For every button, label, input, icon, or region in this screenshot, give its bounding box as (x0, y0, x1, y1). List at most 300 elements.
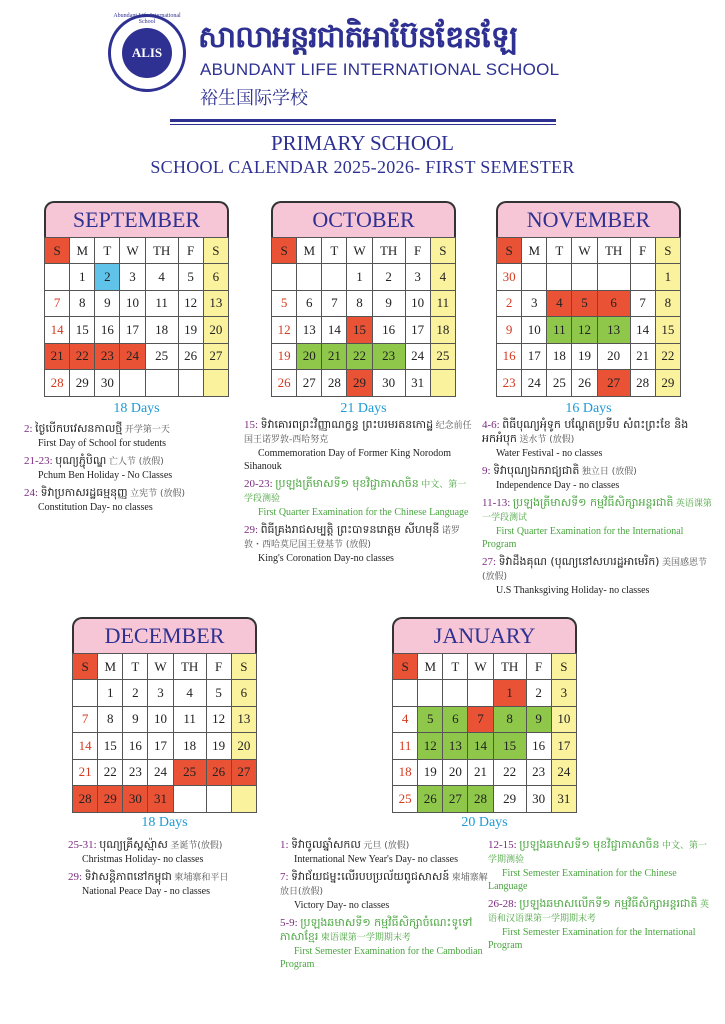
event-chinese: 柬语课第一学期期末考 (320, 933, 411, 943)
day-cell: 4 (430, 264, 455, 291)
day-cell: 24 (148, 759, 173, 786)
logo-text: ALIS (122, 28, 172, 78)
weekday-header: T (123, 654, 148, 680)
week-row (45, 343, 229, 370)
day-cell: 24 (120, 343, 145, 370)
week-row (272, 317, 456, 344)
weekday-header: W (468, 654, 493, 680)
week-row (45, 290, 229, 317)
day-cell: 13 (203, 290, 228, 317)
day-cell: 27 (297, 370, 322, 397)
event-khmer: ទិវាប្រកាសរដ្ឋធម្មនុញ្ញ (40, 486, 128, 499)
day-cell: 31 (551, 786, 576, 813)
week-row (45, 317, 229, 344)
weekday-header: M (70, 238, 95, 264)
day-cell: 9 (123, 706, 148, 733)
event-date: 9: (482, 465, 491, 477)
day-cell: 23 (372, 343, 405, 370)
day-cell: 28 (468, 786, 493, 813)
day-cell: 6 (297, 290, 322, 317)
event-chinese: 圣诞节(放假) (170, 841, 223, 851)
day-cell: 2 (372, 264, 405, 291)
week-row (45, 370, 229, 397)
day-cell: 2 (526, 680, 551, 707)
event-item (244, 418, 474, 473)
day-cell: 29 (98, 786, 123, 813)
day-cell: 8 (347, 290, 372, 317)
weekday-header: F (630, 238, 655, 264)
week-row (272, 264, 456, 291)
oct-month-title: OCTOBER (271, 201, 456, 237)
day-cell: 5 (572, 290, 597, 317)
week-row (393, 759, 577, 786)
day-cell: 19 (272, 343, 297, 370)
week-row (73, 680, 257, 707)
event-english: Pchum Ben Holiday - No Classes (38, 470, 173, 481)
day-cell (522, 264, 547, 291)
day-cell: 3 (405, 264, 430, 291)
event-date: 7: (280, 871, 289, 883)
nov-calendar (496, 201, 681, 397)
weekday-header: T (322, 238, 347, 264)
day-cell: 12 (272, 317, 297, 344)
week-row (497, 264, 681, 291)
day-cell: 26 (178, 343, 203, 370)
weekday-header: F (206, 654, 231, 680)
day-cell: 14 (630, 317, 655, 344)
weekday-header: S (393, 654, 418, 680)
day-cell: 17 (551, 733, 576, 760)
day-cell: 16 (372, 317, 405, 344)
weekday-header: S (272, 238, 297, 264)
day-cell: 29 (493, 786, 526, 813)
event-item (24, 422, 244, 450)
oct-calendar (271, 201, 456, 397)
event-english: International New Year's Day- no classes (294, 854, 458, 865)
event-item (280, 916, 490, 971)
day-cell: 24 (405, 343, 430, 370)
day-cell: 6 (597, 290, 630, 317)
event-khmer: ប្រឡងឆមាសទី១ មុខវិជ្ជាភាសាចិន (519, 838, 660, 851)
header-rule (170, 119, 556, 122)
day-cell: 16 (95, 317, 120, 344)
day-cell (630, 264, 655, 291)
day-cell: 18 (547, 343, 572, 370)
week-row (73, 786, 257, 813)
weekday-header: W (572, 238, 597, 264)
jan-calendar (392, 617, 577, 813)
event-khmer: ថ្ងៃបើកបវេសនកាលថ្មី (35, 422, 123, 435)
day-cell: 9 (526, 706, 551, 733)
event-date: 1: (280, 839, 289, 851)
event-chinese: 开学第一天 (124, 425, 170, 435)
week-row (393, 733, 577, 760)
week-row (497, 370, 681, 397)
day-cell: 20 (597, 343, 630, 370)
event-item (488, 838, 712, 893)
event-date: 5-9: (280, 917, 298, 929)
event-khmer: ទិវាគោរពព្រះវិញ្ញាណក្ខន្ធ ព្រះបរមរតនកោដ្ឋ (260, 418, 434, 431)
day-cell: 1 (98, 680, 123, 707)
event-chinese: 亡人节 (放假) (108, 457, 164, 467)
day-cell: 23 (95, 343, 120, 370)
day-cell: 10 (148, 706, 173, 733)
day-cell: 19 (178, 317, 203, 344)
event-english: First Quarter Examination for the Chinese Language (258, 507, 469, 518)
weekday-header: S (203, 238, 228, 264)
event-item (482, 418, 714, 460)
day-cell: 20 (443, 759, 468, 786)
header-rule-thin (170, 124, 556, 125)
event-english: First Semester Examination for the Chinese Language (488, 868, 677, 892)
day-cell: 1 (347, 264, 372, 291)
page-subtitle: SCHOOL CALENDAR 2025-2026- FIRST SEMESTER (150, 157, 575, 177)
day-cell: 16 (123, 733, 148, 760)
event-date: 25-31: (68, 839, 97, 851)
day-cell: 4 (173, 680, 206, 707)
week-row (393, 680, 577, 707)
day-cell: 6 (231, 680, 256, 707)
day-cell: 13 (297, 317, 322, 344)
sep-grid (44, 237, 229, 397)
day-cell: 25 (173, 759, 206, 786)
week-row (272, 290, 456, 317)
school-name-chinese: 裕生国际学校 (200, 88, 308, 109)
day-cell: 28 (630, 370, 655, 397)
day-cell: 9 (372, 290, 405, 317)
day-cell: 22 (70, 343, 95, 370)
event-khmer: ទិវាចូលឆ្នាំសកល (291, 838, 361, 851)
day-cell (272, 264, 297, 291)
day-cell: 8 (98, 706, 123, 733)
oct-days-count: 21 Days (340, 401, 387, 416)
day-cell: 15 (655, 317, 680, 344)
event-chinese: 立宪节 (放假) (130, 489, 186, 499)
day-cell: 27 (443, 786, 468, 813)
day-cell: 19 (206, 733, 231, 760)
event-item (244, 523, 474, 565)
day-cell: 15 (347, 317, 372, 344)
day-cell: 16 (497, 343, 522, 370)
day-cell: 28 (73, 786, 98, 813)
event-khmer: ទិវាដឹងគុណ (បុណ្យនៅសហរដ្ឋអាមេរិក) (498, 555, 660, 568)
day-cell: 3 (551, 680, 576, 707)
event-chinese: 中文、第一学期测验 (488, 841, 707, 865)
day-cell: 11 (145, 290, 178, 317)
event-english: First Semester Examination for the Cambodian Program (280, 946, 483, 970)
event-khmer: ទិវាជ័យជម្នះលើរបបប្រល័យពូជសាសន៍ (291, 870, 450, 883)
nov-grid (496, 237, 681, 397)
day-cell: 29 (655, 370, 680, 397)
day-cell: 5 (272, 290, 297, 317)
weekday-header: TH (493, 654, 526, 680)
day-cell (297, 264, 322, 291)
day-cell (178, 370, 203, 397)
day-cell: 13 (443, 733, 468, 760)
day-cell: 24 (551, 759, 576, 786)
day-cell: 21 (630, 343, 655, 370)
week-row (497, 317, 681, 344)
day-cell: 12 (572, 317, 597, 344)
event-item (280, 870, 490, 912)
day-cell: 31 (148, 786, 173, 813)
weekday-header: T (547, 238, 572, 264)
weekday-header: S (73, 654, 98, 680)
day-cell: 3 (148, 680, 173, 707)
day-cell: 31 (405, 370, 430, 397)
day-cell: 9 (95, 290, 120, 317)
day-cell: 22 (98, 759, 123, 786)
day-cell (203, 370, 228, 397)
day-cell (120, 370, 145, 397)
event-date: 2: (24, 423, 33, 435)
day-cell: 26 (418, 786, 443, 813)
day-cell: 20 (297, 343, 322, 370)
day-cell: 17 (120, 317, 145, 344)
nov-days-count: 16 Days (565, 401, 612, 416)
event-english: National Peace Day - no classes (82, 886, 211, 897)
day-cell (468, 680, 493, 707)
day-cell: 30 (95, 370, 120, 397)
event-chinese: 独立日 (放假) (581, 467, 637, 477)
dec-month-title: DECEMBER (72, 617, 257, 653)
weekday-header: S (45, 238, 70, 264)
weekday-header: M (418, 654, 443, 680)
event-date: 12-15: (488, 839, 517, 851)
nov-events (482, 418, 714, 601)
event-chinese: 柬埔寨解放日(放假) (280, 873, 488, 897)
day-cell (145, 370, 178, 397)
day-cell: 29 (347, 370, 372, 397)
day-cell: 28 (45, 370, 70, 397)
day-cell: 18 (430, 317, 455, 344)
day-cell: 11 (393, 733, 418, 760)
day-cell (206, 786, 231, 813)
event-date: 24: (24, 487, 39, 499)
day-cell: 26 (572, 370, 597, 397)
day-cell: 24 (522, 370, 547, 397)
day-cell: 25 (547, 370, 572, 397)
day-cell: 14 (45, 317, 70, 344)
day-cell: 18 (173, 733, 206, 760)
weekday-header: F (526, 654, 551, 680)
event-chinese: 英语课第一学段测试 (482, 499, 712, 523)
day-cell: 13 (597, 317, 630, 344)
event-english: Water Festival - no classes (496, 448, 603, 459)
day-cell (393, 680, 418, 707)
day-cell: 30 (372, 370, 405, 397)
day-cell: 20 (203, 317, 228, 344)
event-english: Christmas Holiday- no classes (82, 854, 204, 865)
event-chinese: 诺罗敦・西哈莫尼国王登基节 (放假) (244, 526, 460, 550)
event-date: 29: (68, 871, 83, 883)
day-cell (443, 680, 468, 707)
day-cell: 14 (322, 317, 347, 344)
day-cell: 18 (145, 317, 178, 344)
week-row (393, 706, 577, 733)
day-cell: 22 (493, 759, 526, 786)
school-logo (108, 14, 186, 92)
event-khmer: ទិវាបុណ្យឯករាជ្យជាតិ (493, 464, 580, 477)
weekday-header: S (497, 238, 522, 264)
dec-events (68, 838, 298, 902)
event-khmer: ប្រឡងឆមាសលើកទី១ កម្មវិធីសិក្សាអន្តរជាតិ (519, 897, 698, 910)
day-cell: 21 (468, 759, 493, 786)
oct-grid (271, 237, 456, 397)
event-khmer: ប្រឡងឆមាសទី១ កម្មវិធីសិក្សាចំណេះទូទៅភាសាខ្មែរ (280, 916, 473, 943)
day-cell: 7 (322, 290, 347, 317)
event-date: 4-6: (482, 419, 500, 431)
day-cell: 19 (418, 759, 443, 786)
day-cell: 7 (630, 290, 655, 317)
day-cell: 11 (430, 290, 455, 317)
event-date: 26-28: (488, 898, 517, 910)
week-row (272, 343, 456, 370)
day-cell: 21 (45, 343, 70, 370)
day-cell: 27 (231, 759, 256, 786)
day-cell: 25 (393, 786, 418, 813)
oct-events (244, 418, 474, 569)
day-cell: 15 (493, 733, 526, 760)
weekday-header: M (522, 238, 547, 264)
event-chinese: 柬埔寨和平日 (174, 873, 229, 883)
day-cell: 12 (178, 290, 203, 317)
weekday-header: W (148, 654, 173, 680)
jan-events-left (280, 838, 490, 975)
day-cell: 16 (526, 733, 551, 760)
event-english: First Day of School for students (38, 438, 167, 449)
day-cell (597, 264, 630, 291)
day-cell: 12 (418, 733, 443, 760)
day-cell: 5 (178, 264, 203, 291)
day-cell: 15 (70, 317, 95, 344)
day-cell: 3 (120, 264, 145, 291)
day-cell (45, 264, 70, 291)
week-row (497, 343, 681, 370)
event-chinese: 中文、第一学段测验 (244, 480, 467, 504)
day-cell: 7 (45, 290, 70, 317)
event-chinese: 美国感恩节 (放假) (482, 558, 707, 582)
event-english: Commemoration Day of Former King Norodom Sihanouk (244, 448, 452, 472)
event-item (482, 555, 714, 597)
day-cell: 6 (443, 706, 468, 733)
school-name-english: ABUNDANT LIFE INTERNATIONAL SCHOOL (200, 60, 560, 79)
day-cell: 15 (98, 733, 123, 760)
day-cell: 9 (497, 317, 522, 344)
week-row (73, 706, 257, 733)
weekday-header: T (443, 654, 468, 680)
event-date: 15: (244, 419, 259, 431)
day-cell: 6 (203, 264, 228, 291)
sep-days-count: 18 Days (113, 401, 160, 416)
event-item (24, 454, 244, 482)
weekday-header: TH (372, 238, 405, 264)
day-cell: 5 (206, 680, 231, 707)
weekday-header: T (95, 238, 120, 264)
dec-calendar (72, 617, 257, 813)
event-english: Constitution Day- no classes (38, 502, 153, 513)
event-item (482, 496, 714, 551)
jan-grid (392, 653, 577, 813)
day-cell: 27 (203, 343, 228, 370)
sep-events (24, 422, 244, 518)
weekday-header: F (178, 238, 203, 264)
school-name-khmer: សាលាអន្តរជាតិអាប៊ែនឌែនឡែ (198, 20, 517, 55)
week-row (73, 733, 257, 760)
day-cell: 14 (468, 733, 493, 760)
day-cell: 7 (73, 706, 98, 733)
weekday-header: W (347, 238, 372, 264)
event-english: U.S Thanksgiving Holiday- no classes (496, 585, 650, 596)
event-khmer: ពិធីបុណ្យអុំទូក បណ្ដែតប្រទីប សំពះព្រះខែ និងអកអំបុក (482, 418, 689, 445)
day-cell (547, 264, 572, 291)
event-chinese: 纪念前任国王诺罗敦-西哈努克 (244, 421, 472, 445)
day-cell: 4 (145, 264, 178, 291)
day-cell: 30 (497, 264, 522, 291)
weekday-header: F (405, 238, 430, 264)
event-item (280, 838, 490, 866)
week-row (73, 759, 257, 786)
logo-ring-text: Abundant Life International School (113, 13, 181, 25)
event-item (68, 838, 298, 866)
day-cell: 4 (547, 290, 572, 317)
page-title: PRIMARY SCHOOL (270, 131, 454, 155)
weekday-header: S (551, 654, 576, 680)
day-cell (322, 264, 347, 291)
day-cell: 21 (73, 759, 98, 786)
day-cell: 10 (551, 706, 576, 733)
weekday-header: M (98, 654, 123, 680)
day-cell: 22 (655, 343, 680, 370)
day-cell: 29 (70, 370, 95, 397)
event-date: 29: (244, 524, 259, 536)
event-date: 20-23: (244, 478, 273, 490)
event-english: Independence Day - no classes (496, 480, 620, 491)
event-khmer: ប្រឡងត្រីមាសទី១ កម្មវិធីសិក្សាអន្តរជាតិ (512, 496, 674, 509)
day-cell: 13 (231, 706, 256, 733)
day-cell (418, 680, 443, 707)
day-cell: 1 (493, 680, 526, 707)
weekday-header: S (430, 238, 455, 264)
day-cell: 26 (206, 759, 231, 786)
school-header (108, 10, 628, 110)
dec-days-count: 18 Days (141, 815, 188, 830)
day-cell: 2 (123, 680, 148, 707)
day-cell: 2 (95, 264, 120, 291)
weekday-header: TH (145, 238, 178, 264)
day-cell: 8 (493, 706, 526, 733)
event-khmer: ពិធីគ្រងរាជសម្បត្តិ ព្រះបាទនរោត្តម សីហមុនី (260, 523, 440, 536)
event-english: First Quarter Examination for the International Program (482, 526, 684, 550)
day-cell: 18 (393, 759, 418, 786)
day-cell (572, 264, 597, 291)
day-cell: 26 (272, 370, 297, 397)
day-cell: 27 (597, 370, 630, 397)
day-cell: 11 (173, 706, 206, 733)
day-cell: 28 (322, 370, 347, 397)
jan-days-count: 20 Days (461, 815, 508, 830)
weekday-header: TH (597, 238, 630, 264)
event-item (68, 870, 298, 898)
day-cell (231, 786, 256, 813)
day-cell: 1 (70, 264, 95, 291)
day-cell: 10 (405, 290, 430, 317)
jan-month-title: JANUARY (392, 617, 577, 653)
sep-calendar (44, 201, 229, 397)
day-cell: 19 (572, 343, 597, 370)
day-cell: 23 (526, 759, 551, 786)
event-khmer: បុណ្យភ្ជុំបិណ្ឌ (55, 454, 107, 467)
